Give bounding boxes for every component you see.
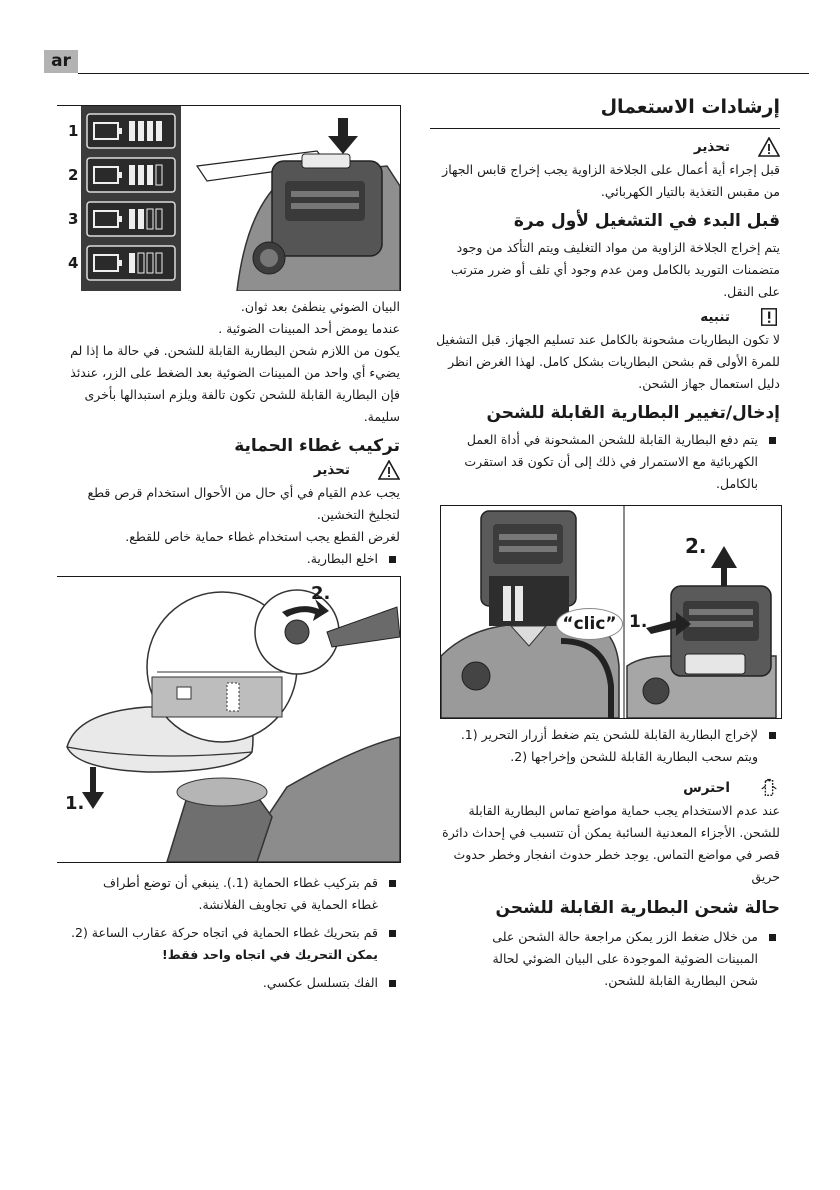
first-use-text: يتم إخراج الجلاخة الزاوية من مواد التغليف ويتم التأكد من وجود متضمنات التوريد بالكامل ومن عدم وجود أي تلف أو ضرر مترتب على النقل. bbox=[451, 240, 780, 299]
guard-step-2-label: 2. bbox=[311, 583, 331, 604]
warning-triangle-icon bbox=[378, 460, 400, 480]
guard-mount-illustration bbox=[57, 577, 400, 862]
figure-step-1-label: 1. bbox=[629, 612, 648, 632]
mount-guard-line-1: قم بتركيب غطاء الحماية (1.). ينبغي أن توضع أطراف bbox=[102, 875, 378, 890]
left-column bbox=[57, 296, 400, 570]
rotate-guard-line-1: قم بتحريك غطاء الحماية في اتجاه حركة عقارب الساعة (2. bbox=[71, 925, 378, 940]
caution-label: احترس bbox=[683, 780, 730, 796]
charge-status-line-3: شحن البطارية القابلة للشحن. bbox=[604, 973, 758, 988]
right-column bbox=[430, 92, 780, 495]
warning-triangle-icon bbox=[758, 137, 780, 157]
warning-text: قبل إجراء أية أعمال على الجلاخة الزاوية يجب إخراج قابس الجهاز من مقبس التغذية بالتيار الكهربائي. bbox=[442, 162, 780, 199]
warning-2-text: يجب عدم القيام في أي حال من الأحوال استخدام قرص قطع لتجليخ التخشين. bbox=[87, 485, 400, 522]
charge-status-line-2: المبينات الضوئية الموجودة على البيان الضوئي لحالة bbox=[492, 951, 758, 966]
indicator-label-1: 1 bbox=[68, 122, 79, 140]
indicator-label-3: 3 bbox=[68, 210, 79, 228]
indicator-row-3 bbox=[87, 202, 175, 236]
battery-caution-icon bbox=[758, 778, 780, 798]
cutting-guard-text: لغرض القطع يجب استخدام غطاء حماية خاص للقطع. bbox=[125, 529, 400, 544]
language-tag: ar bbox=[44, 50, 78, 73]
guard-step-1-label: 1. bbox=[65, 793, 85, 814]
battery-indicator-illustration bbox=[57, 106, 400, 291]
rotate-guard-step bbox=[57, 922, 400, 966]
battery-insert-figure bbox=[440, 505, 782, 719]
indicator-label-2: 2 bbox=[68, 166, 79, 184]
note-header bbox=[430, 307, 780, 327]
indicator-blink-text: عندما يومض أحد المبينات الضوئية . bbox=[218, 321, 400, 336]
section-title-guard: تركيب غطاء الحماية bbox=[234, 436, 400, 456]
note-label: تنبيه bbox=[700, 309, 730, 325]
caution-header bbox=[430, 778, 780, 798]
section-title-insert-battery: إدخال/تغيير البطارية القابلة للشحن bbox=[486, 403, 780, 423]
charge-needed-text: يكون من اللازم شحن البطارية القابلة للشحن. في حالة ما إذا لم يضيء أي واحد من المبينات الضوئية بعد الضغط على الزر، عندئذ فإن البطارية القابلة للشحن تكون تالفة ويلزم استبدالها بأخرى سليمة. bbox=[70, 343, 400, 424]
indicator-row-4 bbox=[87, 246, 175, 280]
indicator-row-2 bbox=[87, 158, 175, 192]
indicator-off-text: البيان الضوئي ينطفئ بعد ثوان. bbox=[240, 299, 400, 314]
warning-header bbox=[430, 137, 780, 157]
disassemble-step: الفك بتسلسل عكسي. bbox=[57, 972, 400, 994]
right-column-lower bbox=[430, 724, 780, 992]
charge-status-step bbox=[430, 926, 780, 992]
charge-status-line-1: من خلال ضغط الزر يمكن مراجعة حالة الشحن على bbox=[492, 929, 758, 944]
mount-guard-line-2: غطاء الحماية في تجاويف الفلانشة. bbox=[198, 897, 378, 912]
warning-2-header bbox=[57, 460, 400, 480]
figure-step-2-label: 2. bbox=[685, 534, 707, 558]
warning-2-label: تحذير bbox=[313, 462, 350, 478]
rotate-guard-line-2: يمكن التحريك في اتجاه واحد فقط! bbox=[162, 947, 378, 962]
guard-mount-figure bbox=[57, 576, 401, 863]
note-book-icon bbox=[758, 307, 780, 327]
note-text: لا تكون البطاريات مشحونة بالكامل عند تسليم الجهاز. قبل التشغيل للمرة الأولى قم بشحن البطاريات بشكل كامل. لهذا الغرض انظر دليل استعمال جهاز الشحن. bbox=[436, 332, 780, 391]
caution-text: عند عدم الاستخدام يجب حماية مواضع تماس البطارية القابلة للشحن. الأجزاء المعدنية السائبة يمكن أن تتسبب في إحداث دائرة قصر في مواضع التماس. يوجد خطر حدوث انفجار وخطر حدوث حريق bbox=[442, 803, 780, 884]
insert-battery-step: يتم دفع البطارية القابلة للشحن المشحونة في أداة العمل الكهربائية مع الاستمرار في ذلك إلى أن تكون قد استقرت بالكامل. bbox=[430, 429, 780, 495]
remove-battery-step-line-1: لإخراج البطارية القابلة للشحن يتم ضغط أزرار التحرير (1. bbox=[460, 727, 758, 742]
header-rule bbox=[78, 73, 809, 74]
mount-guard-step bbox=[57, 872, 400, 916]
indicator-row-1 bbox=[87, 114, 175, 148]
remove-battery-step-left: اخلع البطارية. bbox=[57, 548, 400, 570]
click-callout: “clic” bbox=[556, 608, 623, 640]
section-title-instructions: إرشادات الاستعمال bbox=[600, 96, 780, 118]
remove-battery-step bbox=[430, 724, 780, 768]
battery-indicator-figure bbox=[57, 105, 401, 291]
section-title-charge-status: حالة شحن البطارية القابلة للشحن bbox=[495, 898, 780, 918]
left-column-lower bbox=[57, 872, 400, 994]
remove-battery-step-line-2: ويتم سحب البطارية القابلة للشحن وإخراجها (2. bbox=[510, 749, 758, 764]
warning-label: تحذير bbox=[693, 139, 730, 155]
section-title-first-use: قبل البدء في التشغيل لأول مرة bbox=[513, 211, 780, 231]
section-rule bbox=[430, 128, 780, 129]
indicator-label-4: 4 bbox=[68, 254, 79, 272]
